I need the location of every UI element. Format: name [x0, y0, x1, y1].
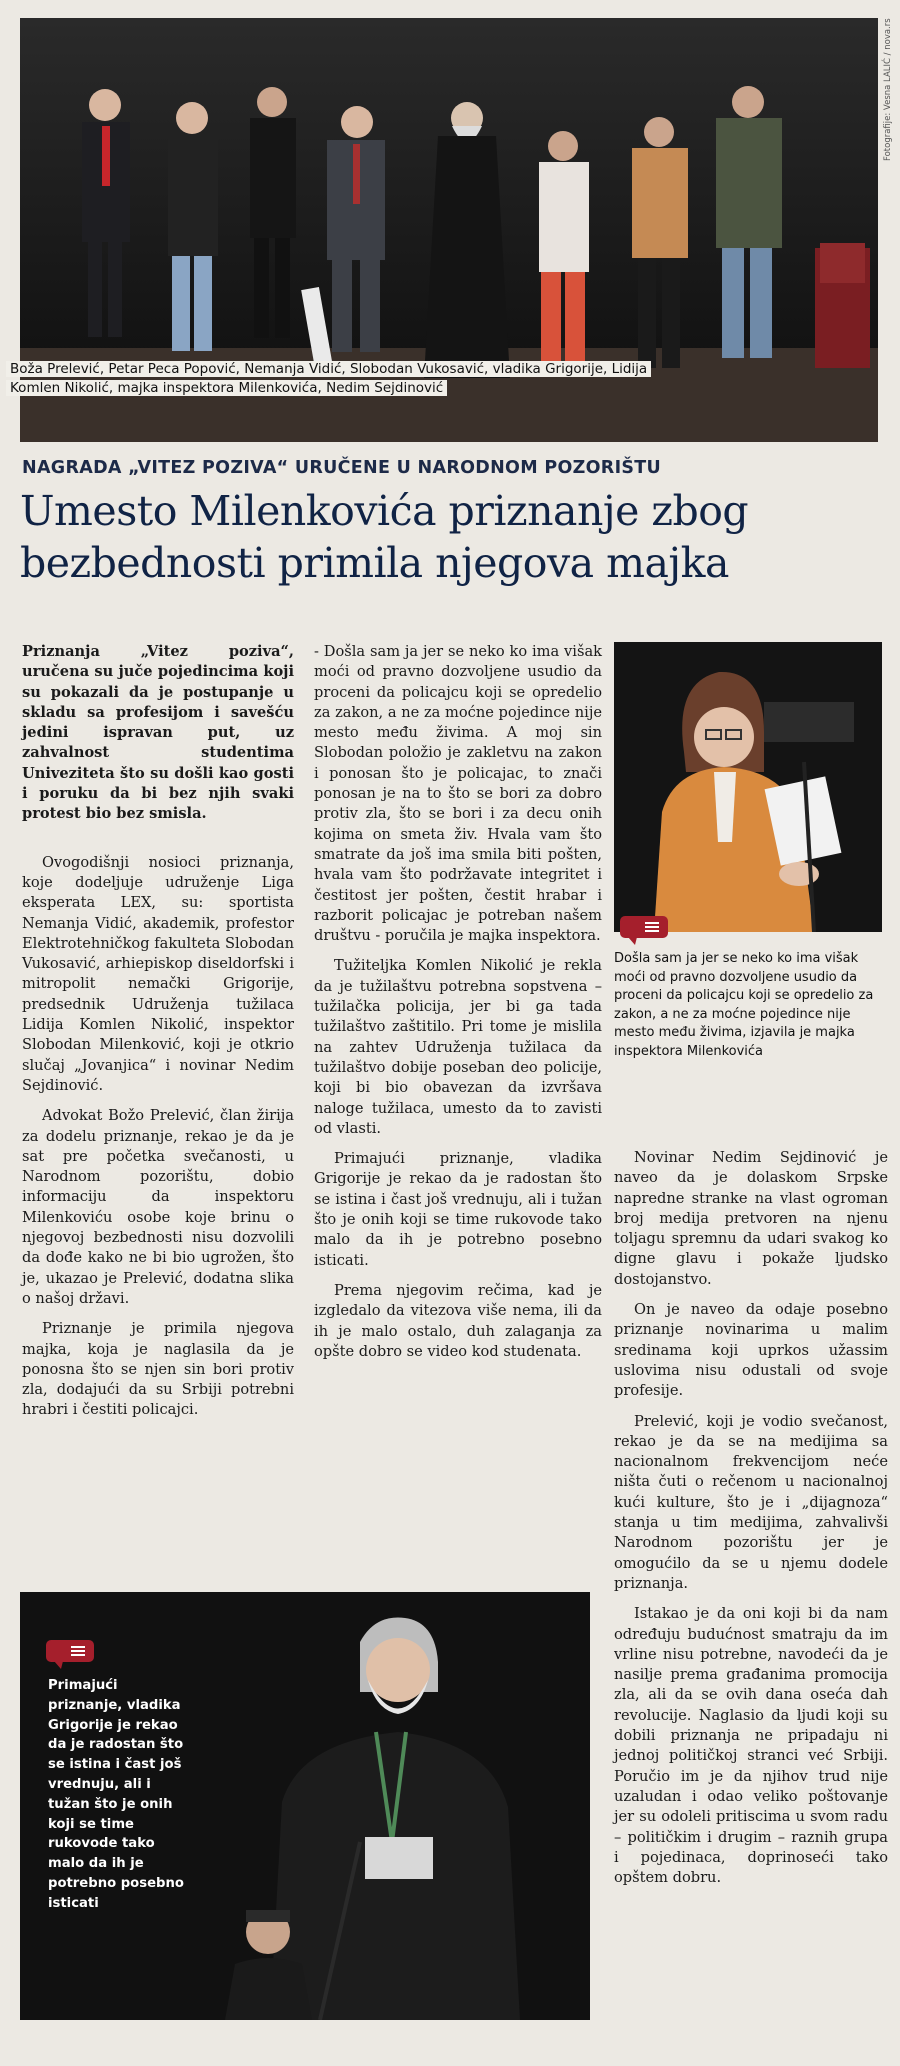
photo-credit: Fotografije: Vesna LALIĆ / nova.rs: [883, 18, 893, 161]
paragraph: Prelević, koji je vodio svečanost, rekao je da se na medijima sa nacionalnom frekvencijom neće ništa čuti o rečenom u nacionalnoj kući kulture, što je i „dijagnoza“ stanja u tim medijima, zahvalivši Narodnom pozorištu jer je omogućilo da se u njemu dodele priznanja.: [614, 1412, 888, 1592]
paragraph: - Došla sam ja jer se neko ko ima višak moći od pravno dozvoljene usudio da proceni da policajcu koji se opredelio za zakon, a ne za moćne pojedince nije mesto među živima. A moj sin Slobodan položio je zakletvu na zakon i ponosan što je policajac, to znači ponosan je na to što se bori za dobro protiv zla, što se bori i za decu onih kojima on smeta živ. Hvala vam što smatrate da još ima smila biti pošten, hvala vam što podržavate integritet i čestitost jer pošten, čestit hrabar i razborit policajac je potreban našem društvu - poručila je majka inspektora.: [314, 643, 602, 945]
paragraph: Tužiteljka Komlen Nikolić je rekla da je tužilaštvu potrebna sopstvena – tužilačka policija, jer bi ga tada tužilaštvo zaštitilo. Pri tome je mislila na zahtev Udruženja tužilaca da tužilaštvo dobije poseban deo policije, koji bi bio obavezan da izvršava naloge tužilaca, umesto da to zavisti od vlasti.: [314, 957, 602, 1137]
article-headline: Umesto Milenkovića priznanje zbog bezbednosti primila njegova majka: [20, 487, 749, 587]
paragraph: On je naveo da odaje posebno priznanje novinarima u malim sredinama koji uprkos užassim uslovima nisu odustali od svoje profesije.: [614, 1301, 888, 1400]
paragraph: Primajući priznanje, vladika Grigorije je rekao da je radostan što se istina i čast još vrednuju, ali i tužan što je onih koji se time rukovode tako malo da ih je potrebno posebno isticati.: [314, 1150, 602, 1269]
side-photo: [614, 642, 882, 932]
article-lead: Priznanja „Vitez poziva“, uručena su juče pojedincima koji su pokazali da je postupanje u skladu sa profesijom i savešću jedini ispravan put, uz zahvalnost studentima Univeziteta što su došli kao gosti i poruku da bi bez njih svaki protest bio bez smisla.: [22, 643, 294, 823]
chat-icon: [620, 916, 668, 938]
paragraph: Ovogodišnji nosioci priznanja, koje dodeljuje udruženje Liga eksperata LEX, su: sportista Nemanja Vidić, akademik, profestor Elektrotehničkog fakulteta Slobodan Vukosavić, arhiepiskop diseldorfski i mitropolit nemački Grigorije, predsednik Udruženja tužilaca Lidija Komlen Nikolić, inspektor Slobodan Milenković, koji je otkrio slučaj „Jovanjica“ i novinar Nedim Sejdinović.: [22, 853, 294, 1094]
paragraph: Istakao je da oni koji bi da nam određuju budućnost smatraju da im vrline nisu potrebne, navodeći da je nasilje prema građanima promocija zla, ali da se ovih dana oseća dah revolucije. Naglasio da ljudi koji su dobili priznanja ne pripadaju ni jednoj političkoj stranci već Srbiji. Poručio im je da njihov trud nije uzaludan i odao veliko poštovanje jer su odoleli pritiscima u svom radu – političkim i drugim – raznih grupa i pojedinaca, doprinoseći tako opštem dobru.: [614, 1605, 888, 1887]
article-column-3: [614, 1148, 888, 1888]
bottom-photo-caption: Primajući priznanje, vladika Grigorije je rekao da je radostan što se istina i čast još vrednuju, ali i tužan što je onih koji se time rukovode tako malo da ih je potrebno posebno isticati: [48, 1678, 184, 1911]
top-photo-caption: Boža Prelević, Petar Peca Popović, Nemanja Vidić, Slobodan Vukosavić, vladika Grigorije, Lidija Komlen Nikolić, majka inspektora Milenkovića, Nedim Sejdinović: [6, 360, 696, 398]
paragraph: Priznanje je primila njegova majka, koja je naglasila da je ponosna što se njen sin bori protiv zla, dodajući da su Srbiji potrebni hrabri i čestiti policajci.: [22, 1320, 294, 1419]
chat-icon: [46, 1640, 94, 1662]
paragraph: Prema njegovim rečima, kad je izgledalo da vitezova više nema, ili da ih je malo ostalo, duh zalaganja za opšte dobro se video kod studenata.: [314, 1281, 602, 1360]
paragraph: Novinar Nedim Sejdinović je naveo da je dolaskom Srpske napredne stranke na vlast ogroman broj medija pretvoren na njenu toljagu spremnu da udari svakog ko digne glavu i pokaže ljudsko dostojanstvo.: [614, 1149, 888, 1288]
paragraph: Advokat Božo Prelević, član žirija za dodelu priznanje, rekao je da je sat pre početka svečanosti, u Narodnom pozorištu, dobio informaciju da inspektoru Milenkoviću osobe koje brinu o njegovoj bezbednosti nisu dozvolili da dođe kako ne bi bio ugrožen, što je, ukazao je Prelević, dodatna slika o našoj državi.: [22, 1107, 294, 1307]
article-kicker: NAGRADA „VITEZ POZIVA“ URUČENE U NARODNOM POZORIŠTU: [22, 458, 662, 478]
article-column-2: [314, 642, 602, 1362]
side-photo-caption: Došla sam ja jer se neko ko ima višak moći od pravno dozvoljene usudio da proceni da policajcu koji se opredelio za zakon, a ne za moćne pojedince nije mesto među živima, izjavila je majka inspektora Milenkovića: [614, 951, 874, 1059]
article-column-1: [22, 642, 294, 1421]
